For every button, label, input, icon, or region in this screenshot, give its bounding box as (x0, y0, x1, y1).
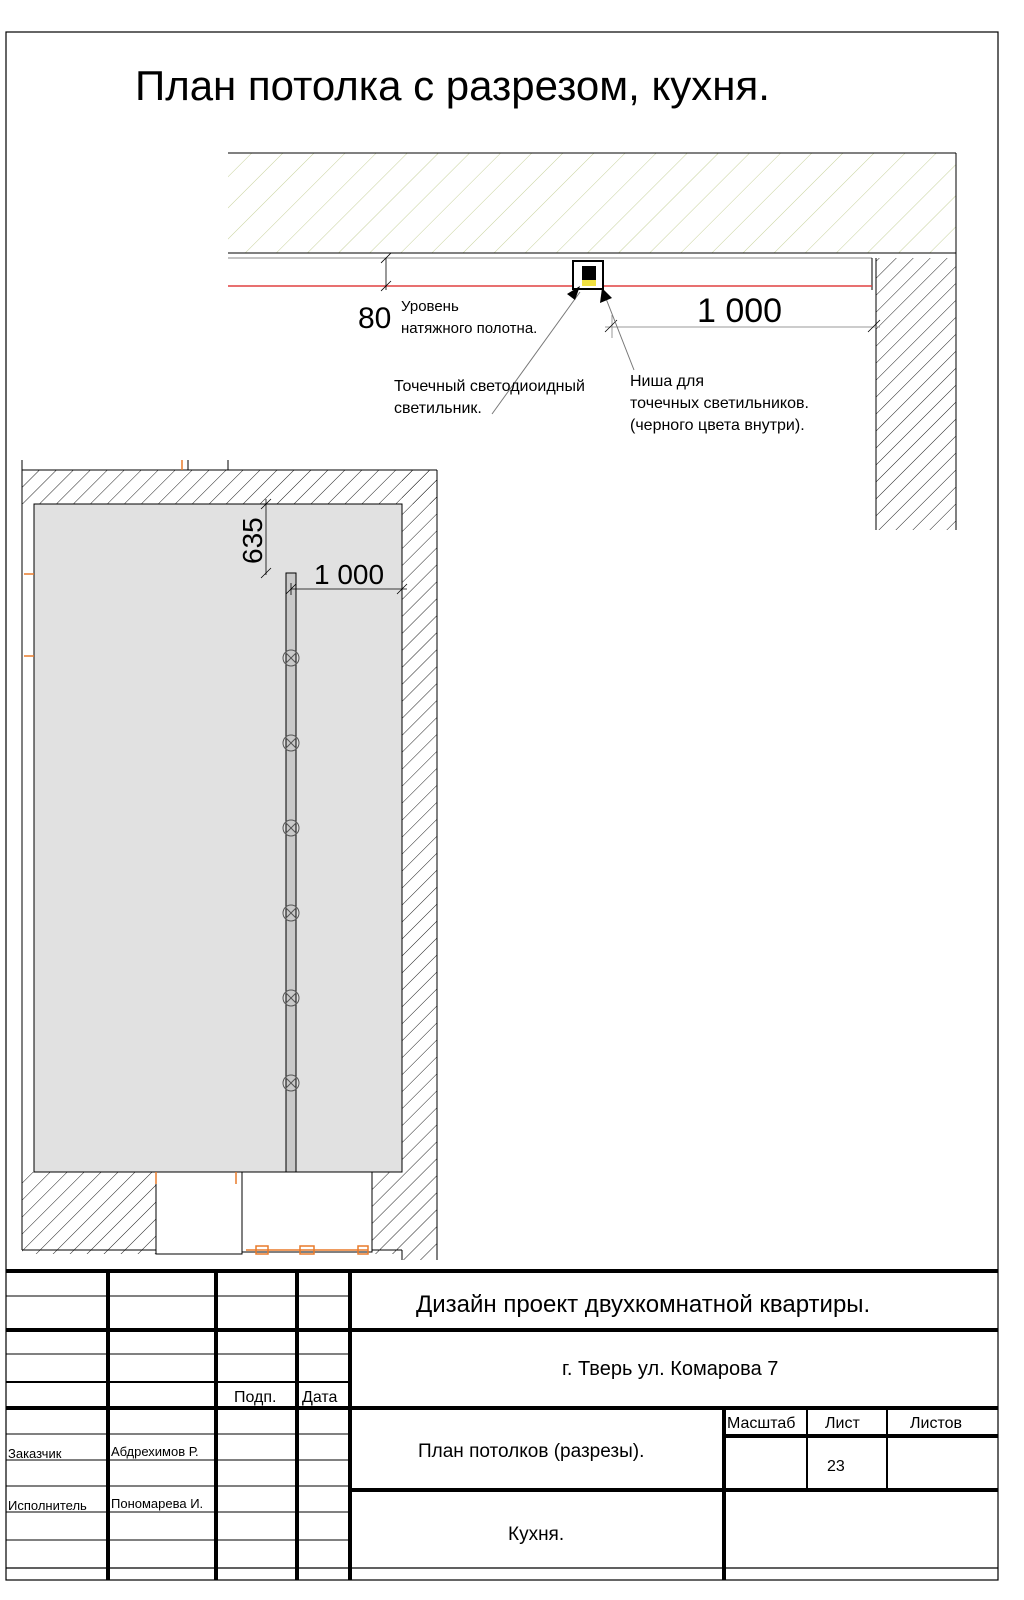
light-track (286, 573, 296, 1172)
dim-80: 80 (358, 302, 392, 335)
label-stretch-level: Уровень натяжного полотна. (401, 298, 538, 337)
slab-hatch (228, 153, 956, 253)
head-scale: Масштаб (727, 1415, 796, 1432)
name-customer: Абдрехимов Р. (111, 1444, 199, 1459)
head-sheet: Лист (825, 1415, 860, 1432)
dim-1000: 1 000 (697, 292, 783, 330)
led-glow (582, 280, 596, 286)
col-date: Дата (302, 1389, 338, 1406)
label-niche: Ниша для точечных светильников. (черного цвета внутри). (630, 373, 809, 434)
ceiling-plan-area (34, 504, 402, 1172)
leader-niche (605, 296, 634, 370)
label-spot-light: Точечный светодиоидный светильник. (394, 378, 585, 417)
room-name: Кухня. (508, 1524, 565, 1545)
head-sheets: Листов (910, 1415, 962, 1432)
col-sign: Подп. (234, 1389, 277, 1406)
drawing-title: План потолка с разрезом, кухня. (135, 62, 770, 109)
name-executor: Пономарева И. (111, 1496, 204, 1511)
role-customer: Заказчик (8, 1446, 62, 1461)
sheet-name: План потолков (разрезы). (418, 1441, 645, 1462)
spot-light (582, 266, 596, 280)
leader-spot (492, 292, 580, 414)
dim-1000-plan: 1 000 (314, 559, 385, 590)
right-wall-hatch (876, 258, 956, 530)
project-title: Дизайн проект двухкомнатной квартиры. (416, 1291, 871, 1318)
doorway (156, 1172, 242, 1254)
window-opening (242, 1172, 372, 1252)
title-block (6, 1271, 998, 1580)
kitchen-plan (22, 460, 437, 1260)
leader-niche-arrow (600, 288, 612, 303)
project-address: г. Тверь ул. Комарова 7 (562, 1358, 779, 1380)
role-executor: Исполнитель (8, 1498, 87, 1513)
sheet-number: 23 (827, 1458, 845, 1475)
dim-635: 635 (237, 517, 268, 564)
